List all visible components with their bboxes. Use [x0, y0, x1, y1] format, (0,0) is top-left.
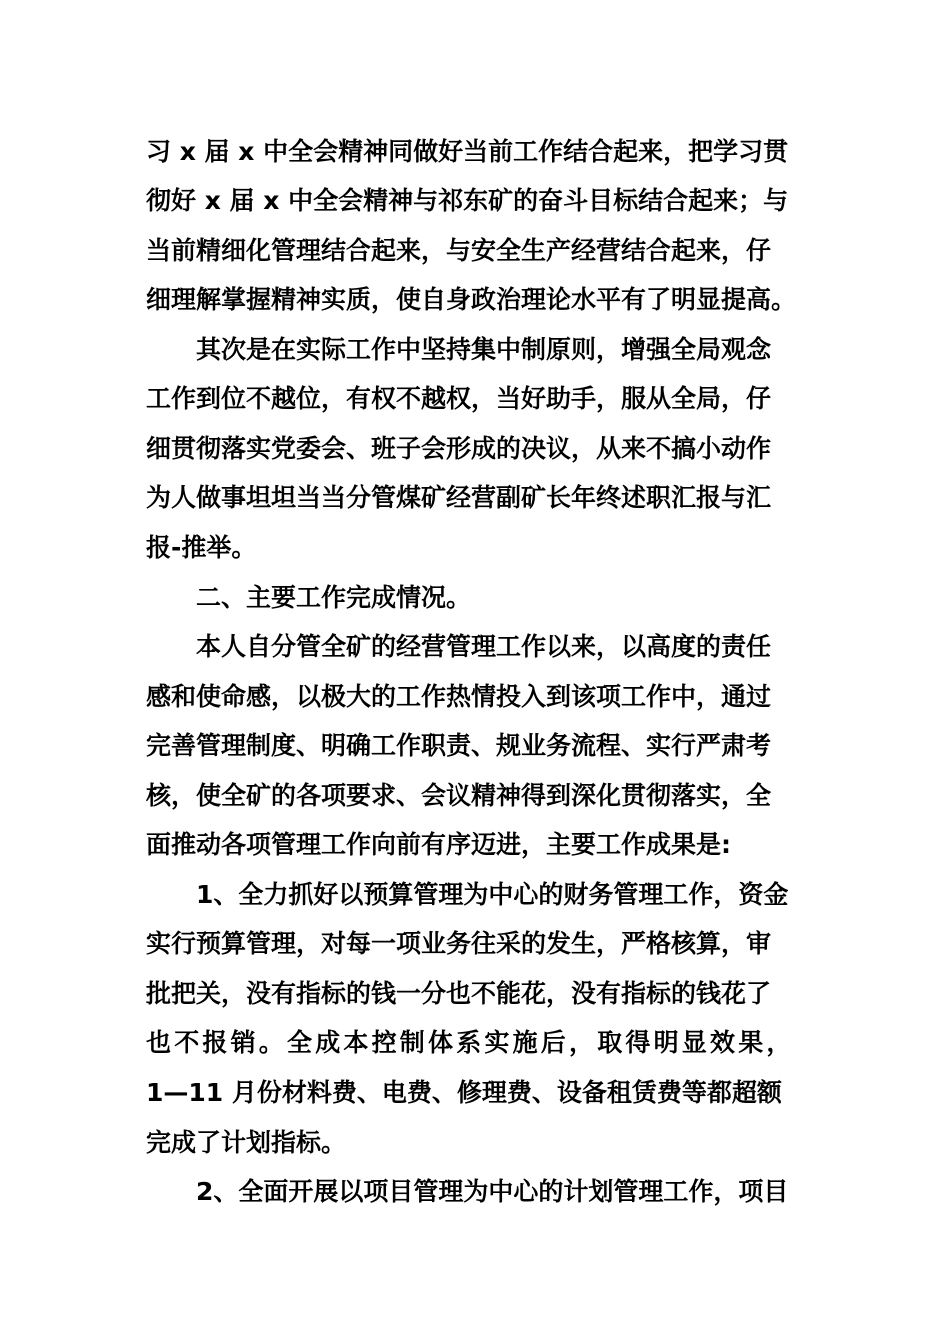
text-line-6: 工作到位不越位，有权不越权，当好助手，服从全局，仔	[146, 384, 772, 413]
text-line-21: 完成了计划指标。	[146, 1128, 347, 1157]
text-line-3: 当前精细化管理结合起来，与安全生产经营结合起来，仔	[146, 236, 772, 265]
text-line-20: 1—11 月份材料费、电费、修理费、设备租赁费等都超额	[146, 1078, 782, 1107]
text-line-14: 核，使全矿的各项要求、会议精神得到深化贯彻落实，全	[146, 781, 772, 810]
text-line-8: 为人做事坦坦当当分管煤矿经营副矿长年终述职汇报与汇	[146, 483, 772, 512]
text-line-22: 2、全面开展以项目管理为中心的计划管理工作，项目	[196, 1177, 789, 1206]
text-line-13: 完善管理制度、明确工作职责、规业务流程、实行严肃考	[146, 731, 772, 760]
text-line-19: 也不报销。全成本控制体系实施后，取得明显效果，	[146, 1028, 795, 1057]
text-line-9: 报-推举。	[146, 533, 257, 562]
text-line-18: 批把关，没有指标的钱一分也不能花，没有指标的钱花了	[146, 979, 772, 1008]
text-line-16: 1、全力抓好以预算管理为中心的财务管理工作，资金	[196, 880, 789, 909]
section-heading: 二、主要工作完成情况。	[196, 583, 472, 612]
text-line-7: 细贯彻落实党委会、班子会形成的决议，从来不搞小动作	[146, 434, 772, 463]
text-line-15: 面推动各项管理工作向前有序迈进，主要工作成果是:	[146, 830, 731, 859]
text-line-11: 本人自分管全矿的经营管理工作以来，以高度的责任	[196, 632, 772, 661]
text-line-12: 感和使命感，以极大的工作热情投入到该项工作中，通过	[146, 682, 772, 711]
text-line-5: 其次是在实际工作中坚持集中制原则，增强全局观念	[196, 335, 772, 364]
text-line-17: 实行预算管理，对每一项业务往采的发生，严格核算，审	[146, 929, 772, 958]
text-line-1: 习 x 届 x 中全会精神同做好当前工作结合起来，把学习贯	[146, 137, 789, 166]
text-line-4: 细理解掌握精神实质，使自身政治理论水平有了明显提高。	[146, 285, 797, 314]
text-line-2: 彻好 x 届 x 中全会精神与祁东矿的奋斗目标结合起来；与	[146, 186, 789, 215]
